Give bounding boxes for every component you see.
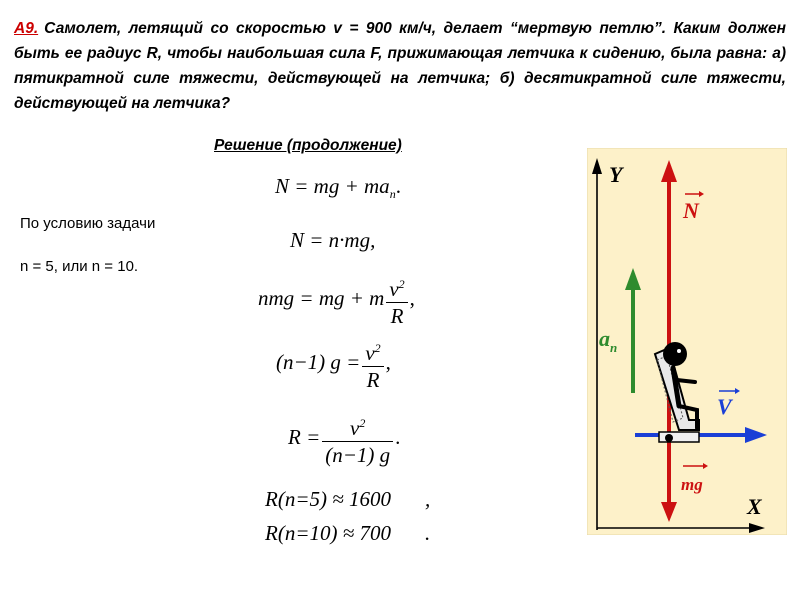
result-n5: R(n=5) ≈ 1600 [265,487,392,511]
problem-text: Самолет, летящий со скоростью v = 900 км/ч, делает “мертвую петлю”. Каким должен быть ее радиус R, чтобы наибольшая сила F, прижимающая летчика к сидению, была равна: а) пятикратной силе тяжести, действующей на летчика; б) десятикратной силе тяжести, действующей на летчика? [14,20,786,112]
problem-statement [14,16,786,116]
x-axis-label: X [747,494,762,519]
velocity-label: V [717,394,732,419]
fraction: $\frac{v^2}{R}$ [362,335,383,393]
solution-title: Решение (продолжение) [214,137,402,154]
result-n10-period: . [425,521,431,545]
condition-values: n = 5, или n = 10. [20,258,139,275]
equation-radius: R = $\frac{v^2}{(n-1) g}$ . [288,410,400,468]
force-diagram [587,148,787,535]
fraction: $\frac{v^2}{(n-1) g}$ [322,410,393,468]
result-n10: R(n=10) ≈ 700 [265,521,392,545]
equation-condition: N = n·mg, [290,228,376,252]
equation-substituted: nmg = mg + m $\frac{v^2}{R}$ , [258,271,415,329]
force-origin-point [665,434,673,442]
acceleration-label: $a_n$ [599,326,618,355]
equation-newton: N = mg + $ma_n$. [275,174,401,202]
result-n5-comma: , [425,487,431,511]
normal-force-label: N [683,198,699,223]
condition-label: По условию задачи [20,215,156,232]
gravity-force-label: mg [681,475,703,494]
y-axis-label: Y [609,162,623,187]
fraction: $\frac{v^2}{R}$ [386,271,407,329]
problem-id: А9. [14,20,39,37]
equation-simplified: (n−1) g = $\frac{v^2}{R}$ , [276,335,391,393]
